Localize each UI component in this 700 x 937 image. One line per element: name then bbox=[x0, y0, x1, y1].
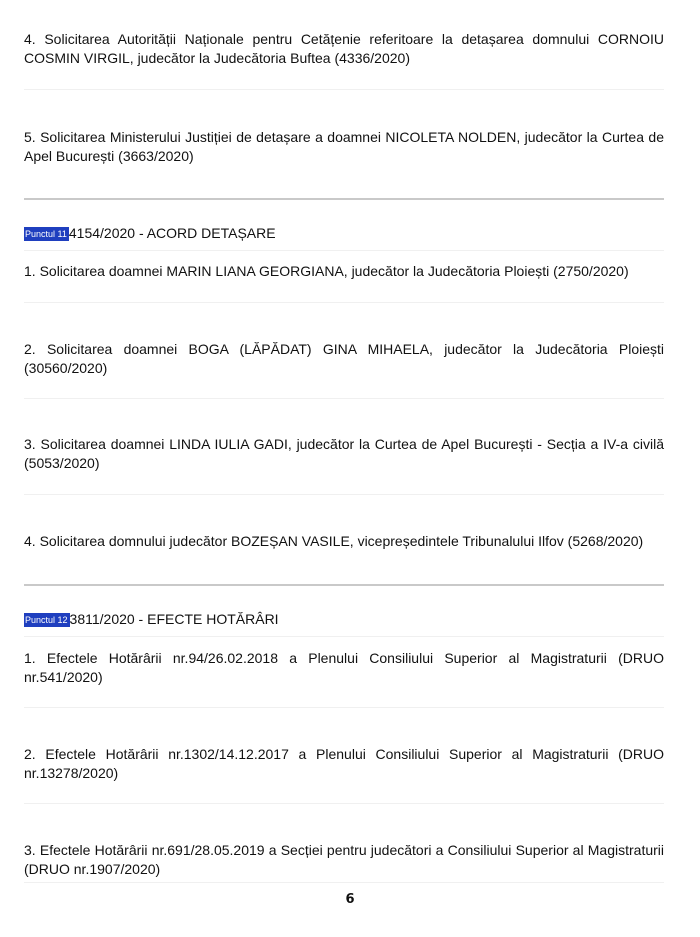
item-separator bbox=[24, 494, 664, 495]
item-separator bbox=[24, 803, 664, 804]
section-rule bbox=[24, 198, 664, 200]
section-rule bbox=[24, 584, 664, 586]
agenda-item: 3. Solicitarea doamnei LINDA IULIA GADI, judecător la Curtea de Apel București - Secția a IV-a civilă (5053/2020) bbox=[24, 436, 664, 471]
item-separator bbox=[24, 398, 664, 399]
item-separator bbox=[24, 707, 664, 708]
item-separator bbox=[24, 636, 664, 637]
punct-badge: Punctul 12 bbox=[25, 615, 68, 625]
agenda-item: 4. Solicitarea domnului judecător BOZEȘAN VASILE, vicepreședintele Tribunalului Ilfov (5268/2020) bbox=[24, 533, 644, 549]
agenda-item: 1. Solicitarea doamnei MARIN LIANA GEORGIANA, judecător la Judecătoria Ploiești (2750/2020) bbox=[24, 263, 629, 279]
item-separator bbox=[24, 882, 664, 883]
page-number: 6 bbox=[345, 892, 355, 907]
agenda-item: 1. Efectele Hotărârii nr.94/26.02.2018 a Plenului Consiliului Superior al Magistraturii (DRUO nr.541/2020) bbox=[24, 650, 664, 685]
agenda-item: 2. Solicitarea doamnei BOGA (LĂPĂDAT) GINA MIHAELA, judecător la Judecătoria Ploiești (30560/2020) bbox=[24, 341, 664, 376]
item-separator bbox=[24, 89, 664, 90]
item-separator bbox=[24, 302, 664, 303]
item-separator bbox=[24, 250, 664, 251]
section-title: 3811/2020 - EFECTE HOTĂRÂRI bbox=[69, 611, 279, 627]
section-title: 4154/2020 - ACORD DETAȘARE bbox=[68, 225, 276, 241]
document-page bbox=[24, 0, 664, 937]
section-heading-11 bbox=[24, 224, 664, 243]
agenda-item: 4. Solicitarea Autorității Naționale pentru Cetățenie referitoare la detașarea domnului CORNOIU COSMIN VIRGIL, judecător la Judecătoria Buftea (4336/2020) bbox=[24, 31, 664, 66]
section-heading-12 bbox=[24, 610, 664, 629]
punct-badge: Punctul 11 bbox=[25, 229, 67, 239]
agenda-item: 3. Efectele Hotărârii nr.691/28.05.2019 a Secției pentru judecători a Consiliului Superior al Magistraturii (DRUO nr.1907/2020) bbox=[24, 842, 664, 877]
agenda-item: 5. Solicitarea Ministerului Justiției de detașare a doamnei NICOLETA NOLDEN, judecător la Curtea de Apel București (3663/2020) bbox=[24, 129, 664, 164]
agenda-item: 2. Efectele Hotărârii nr.1302/14.12.2017 a Plenului Consiliului Superior al Magistraturii (DRUO nr.13278/2020) bbox=[24, 746, 664, 781]
